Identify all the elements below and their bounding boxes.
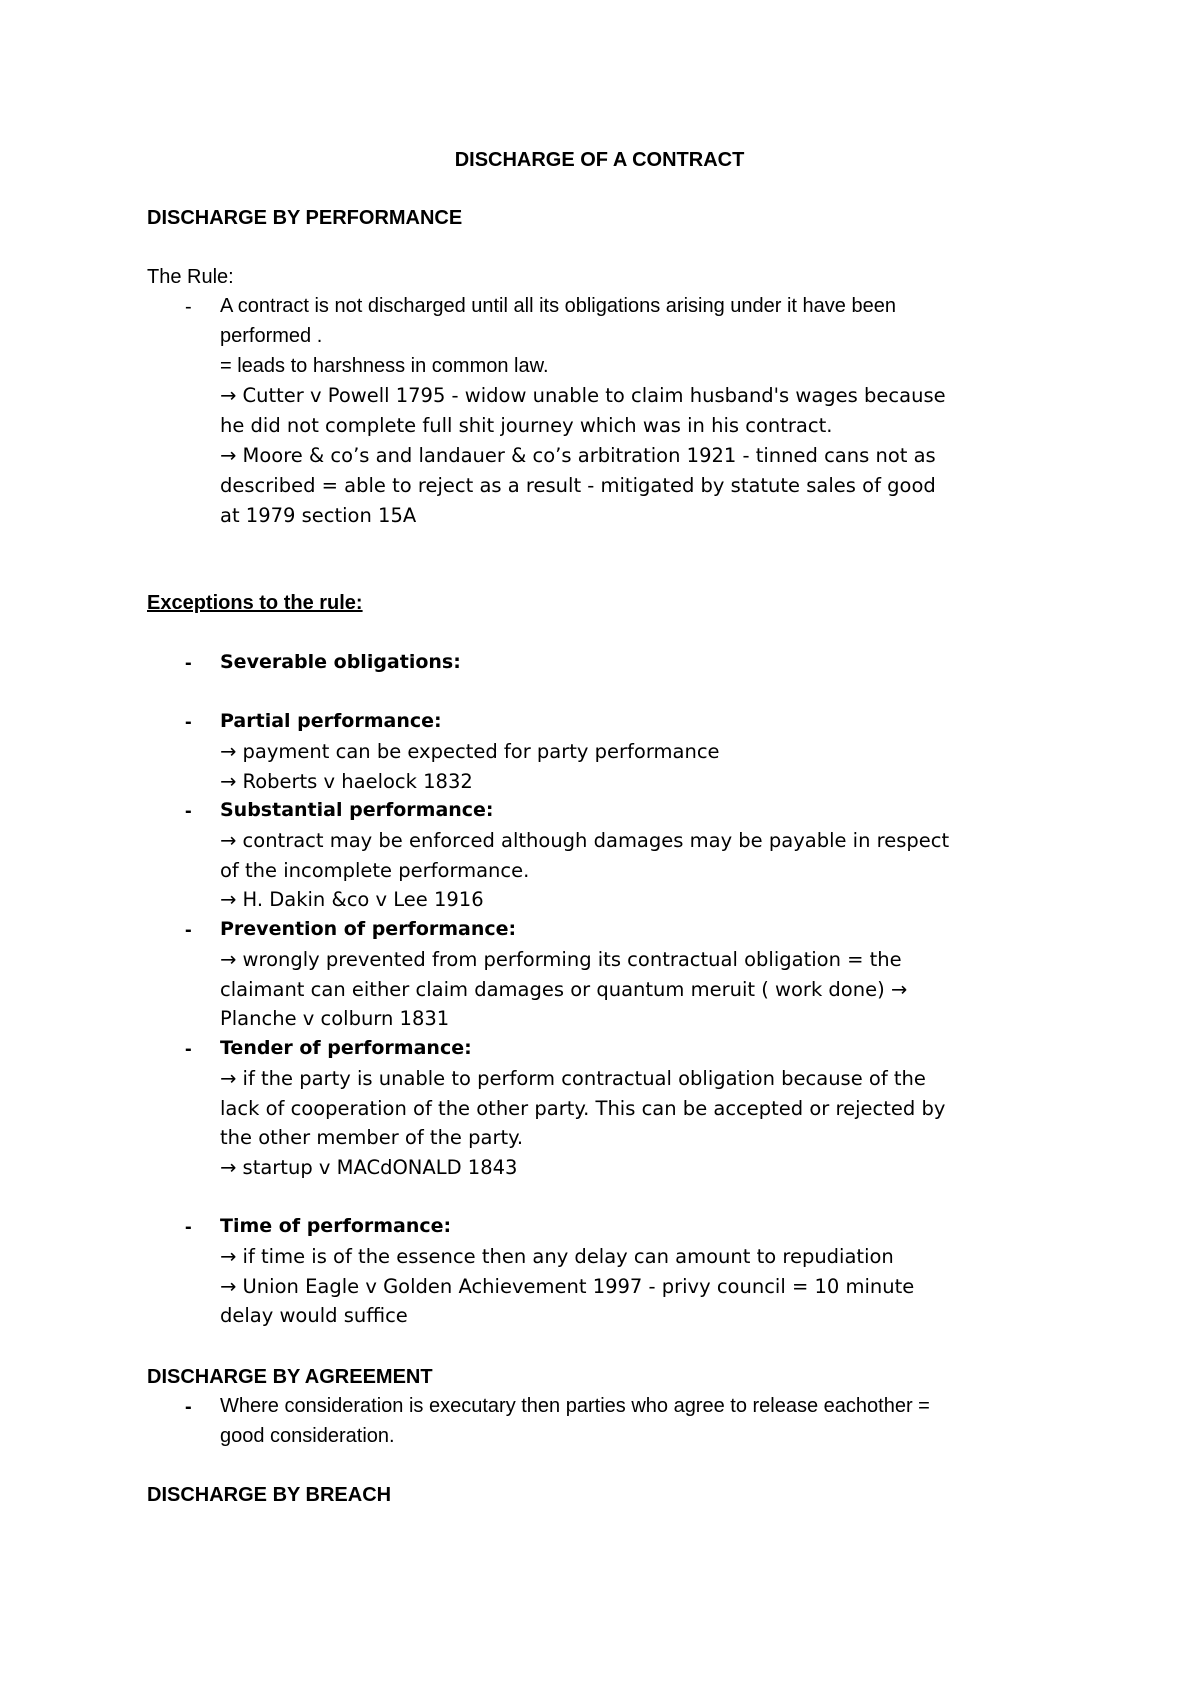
- rule-line: at 1979 section 15A: [220, 503, 417, 527]
- rule-line: = leads to harshness in common law.: [220, 354, 549, 377]
- document-title: DISCHARGE OF A CONTRACT: [454, 149, 745, 171]
- exception-line: the other member of the party.: [220, 1126, 524, 1150]
- exception-line: → if time is of the essence then any delay can amount to repudiation: [220, 1244, 894, 1268]
- exception-label: Partial performance:: [220, 710, 442, 732]
- agreement-line: good consideration.: [220, 1424, 395, 1447]
- agreement-text: [220, 1392, 1070, 1452]
- rule-label: The Rule:: [147, 266, 234, 288]
- exceptions-heading: Exceptions to the rule:: [147, 592, 363, 614]
- exception-body: [220, 1034, 1070, 1183]
- rule-line: → Cutter v Powell 1795 - widow unable to claim husband's wages because: [220, 384, 946, 408]
- bullet-dash: -: [185, 1038, 192, 1060]
- exception-line: lack of cooperation of the other party. This can be accepted or rejected by: [220, 1096, 946, 1120]
- exception-line: → payment can be expected for party performance: [220, 739, 720, 763]
- exception-line: → H. Dakin &co v Lee 1916: [220, 888, 484, 912]
- agreement-line: Where consideration is executary then parties who agree to release eachother =: [220, 1395, 930, 1417]
- bullet-dash: -: [185, 652, 192, 674]
- bullet-dash: -: [185, 919, 192, 941]
- rule-line: → Moore & co’s and landauer & co’s arbitration 1921 - tinned cans not as: [220, 443, 936, 467]
- exception-line: claimant can either claim damages or quantum meruit ( work done) →: [220, 977, 908, 1001]
- bullet-dash: -: [185, 296, 192, 318]
- exception-line: → contract may be enforced although damages may be payable in respect: [220, 828, 950, 852]
- bullet-dash: -: [185, 800, 192, 822]
- exception-body: [220, 1212, 1070, 1331]
- exception-line: → if the party is unable to perform contractual obligation because of the: [220, 1066, 926, 1090]
- bullet-dash: -: [185, 1216, 192, 1238]
- exception-line: → Roberts v haelock 1832: [220, 769, 473, 793]
- rule-line: he did not complete full shit journey which was in his contract.: [220, 414, 833, 438]
- exception-line: → Union Eagle v Golden Achievement 1997 - privy council = 10 minute: [220, 1274, 915, 1298]
- bullet-dash: -: [185, 1396, 192, 1418]
- rule-text: [220, 292, 1070, 530]
- exception-line: delay would suffice: [220, 1304, 408, 1328]
- bullet-dash: -: [185, 711, 192, 733]
- rule-line: performed .: [220, 324, 323, 347]
- exception-label: Severable obligations:: [220, 651, 461, 673]
- exception-label: Time of performance:: [220, 1215, 452, 1237]
- exception-body: [220, 915, 1070, 1034]
- exception-label: Substantial performance:: [220, 799, 494, 821]
- exception-label: Tender of performance:: [220, 1037, 472, 1059]
- exception-line: of the incomplete performance.: [220, 858, 530, 882]
- rule-line: A contract is not discharged until all its obligations arising under it have been: [220, 295, 896, 317]
- section-heading-breach: DISCHARGE BY BREACH: [147, 1484, 392, 1506]
- section-heading-agreement: DISCHARGE BY AGREEMENT: [147, 1366, 433, 1388]
- exception-body: [220, 707, 1070, 796]
- exception-body: [220, 648, 1070, 678]
- exception-line: → startup v MACdONALD 1843: [220, 1156, 518, 1180]
- exception-label: Prevention of performance:: [220, 918, 517, 940]
- section-heading-performance: DISCHARGE BY PERFORMANCE: [147, 207, 463, 229]
- exception-line: → wrongly prevented from performing its contractual obligation = the: [220, 947, 902, 971]
- exception-body: [220, 796, 1070, 915]
- exception-line: Planche v colburn 1831: [220, 1007, 450, 1031]
- rule-line: described = able to reject as a result - mitigated by statute sales of good: [220, 473, 936, 497]
